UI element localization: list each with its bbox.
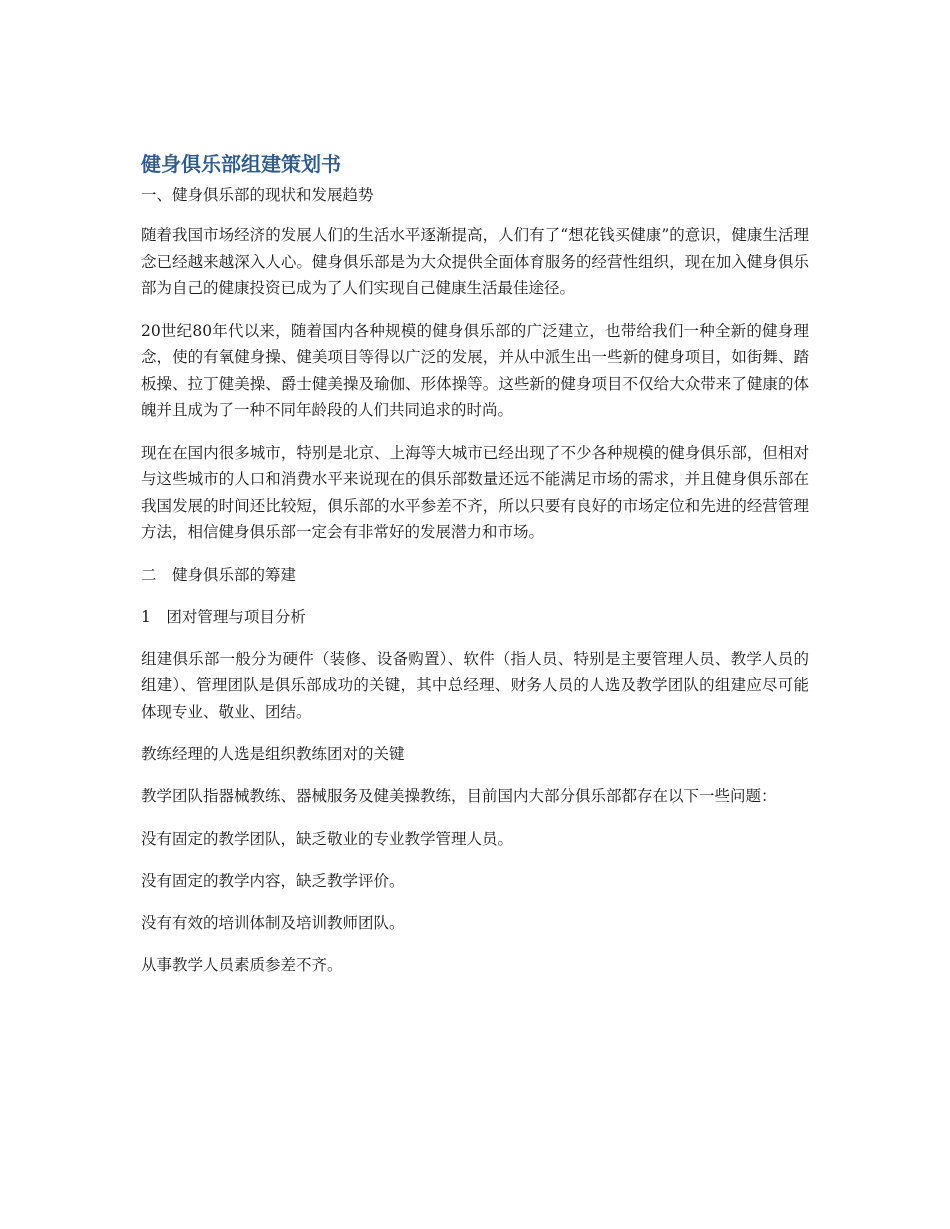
issue-item: 没有固定的教学团队，缺乏敬业的专业教学管理人员。: [141, 829, 514, 848]
subsection-heading-team-management: 1 团对管理与项目分析: [141, 607, 306, 626]
paragraph-coach-manager: 教练经理的人选是组织教练团对的关键: [141, 745, 405, 763]
document-page: [141, 150, 809, 994]
section-heading-status-and-trends: 一、健身俱乐部的现状和发展趋势: [141, 186, 374, 204]
paragraph-club-components: 组建俱乐部一般分为硬件（装修、设备购置）、软件（指人员、特别是主要管理人员、教学人员的组建）、管理团队是俱乐部成功的关键，其中总经理、财务人员的人选及教学团队的组建应尽可能体现专业、敬业、团结。: [141, 649, 809, 721]
paragraph-teaching-team-issues: 教学团队指器械教练、器械服务及健美操教练，目前国内大部分俱乐部都存在以下一些问题：: [141, 787, 777, 805]
issue-item: 没有固定的教学内容，缺乏教学评价。: [141, 871, 405, 890]
paragraph-health-awareness: 随着我国市场经济的发展人们的生活水平逐渐提高，人们有了“想花钱买健康”的意识，健康生活理念已经越来越深入人心。健身俱乐部是为大众提供全面体育服务的经营性组织，现在加入健身俱乐部为自己的健康投资已成为了人们实现自己健康生活最佳途径。: [141, 226, 809, 297]
paragraph-market-potential: 现在在国内很多城市，特别是北京、上海等大城市已经出现了不少各种规模的健身俱乐部，但相对与这些城市的人口和消费水平来说现在的俱乐部数量还远不能满足市场的需求，并且健身俱乐部在我国发展的时间还比较短，俱乐部的水平参差不齐，所以只要有良好的市场定位和先进的经营管理方法，相信健身俱乐部一定会有非常好的发展潜力和市场。: [141, 443, 809, 541]
document-title: 健身俱乐部组建策划书: [141, 152, 341, 176]
section-heading-club-establishment: 二 健身俱乐部的筹建: [141, 565, 297, 584]
paragraph-fitness-history: 20世纪80年代以来，随着国内各种规模的健身俱乐部的广泛建立，也带给我们一种全新的健身理念，使的有氧健身操、健美项目等得以广泛的发展，并从中派生出一些新的健身项目，如街舞、踏板操、拉丁健美操、爵士健美操及瑜伽、形体操等。这些新的健身项目不仅给大众带来了健康的体魄并且成为了一种不同年龄段的人们共同追求的时尚。: [141, 321, 809, 419]
issue-item: 没有有效的培训体制及培训教师团队。: [141, 913, 405, 932]
issue-item: 从事教学人员素质参差不齐。: [141, 955, 343, 974]
